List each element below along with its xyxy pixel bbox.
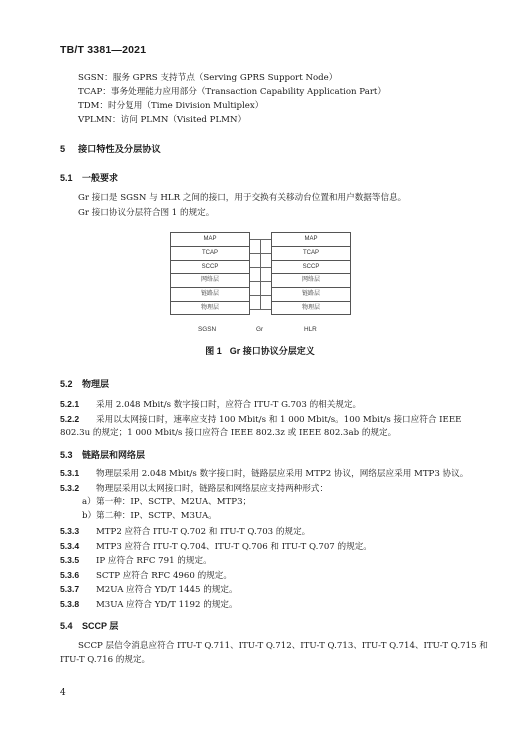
abbr-tcap: TCAP：事务处理能力应用部分（Transaction Capability Application Part） [78, 87, 386, 97]
list-item [82, 496, 251, 508]
figure-title: Gr 接口协议分层定义 [229, 346, 315, 356]
clause-number: 5.3.4 [60, 541, 80, 551]
peer-connector [250, 281, 271, 282]
abbr-sgsn: SGSN：服务 GPRS 支持节点（Serving GPRS Support Node） [78, 73, 338, 83]
page-number: 4 [60, 688, 66, 698]
clause-number: 5.3.3 [60, 526, 80, 536]
paragraph: Gr 接口协议分层符合图 1 的规定。 [78, 208, 215, 218]
clause-number: 5.3.1 [60, 468, 80, 478]
standard-code-header: TB/T 3381—2021 [60, 44, 147, 56]
clause-5-3-2 [60, 482, 328, 495]
clause-number: 5.3.6 [60, 570, 80, 580]
stack-layer: 物理层 [271, 301, 351, 316]
section-5-2-heading [60, 378, 109, 390]
clause-5-3-8 [60, 598, 238, 611]
stack-layer: 链路层 [271, 287, 351, 301]
section-5-3-heading [60, 449, 145, 461]
section-title: 接口特性及分层协议 [78, 144, 161, 154]
section-number: 5.1 [60, 173, 73, 183]
list-item-text: 第二种：IP、SCTP、M3UA。 [96, 511, 217, 521]
section-number: 5.2 [60, 379, 73, 389]
section-5-heading [60, 143, 161, 155]
list-item-text: 第一种：IP、SCTP、M2UA、MTP3； [96, 497, 252, 507]
stack-layer: 物理层 [170, 301, 250, 316]
hlr-protocol-stack [271, 232, 351, 315]
clause-text: IP 应符合 RFC 791 的规定。 [96, 556, 212, 566]
section-title: 一般要求 [82, 173, 119, 183]
stack-layer: 网络层 [170, 273, 250, 287]
abbr-vplmn: VPLMN：访问 PLMN（Visited PLMN） [78, 115, 247, 125]
clause-continuation: 802.3u 的规定；1 000 Mbit/s 接口应符合 IEEE 802.3z 或 IEEE 802.3ab 的规定。 [60, 428, 397, 438]
clause-number: 5.2.2 [60, 414, 80, 424]
sgsn-protocol-stack [170, 232, 250, 315]
stack-layer: MAP [271, 232, 351, 246]
clause-5-3-7 [60, 583, 238, 596]
section-5-1-heading [60, 172, 118, 184]
section-title: 物理层 [82, 379, 110, 389]
stack-layer: 网络层 [271, 273, 351, 287]
list-item [82, 510, 217, 522]
peer-connector [250, 295, 271, 296]
clause-text: MTP2 应符合 ITU-T Q.702 和 ITU-T Q.703 的规定。 [96, 527, 311, 537]
clause-5-2-2 [60, 413, 461, 426]
sgsn-label: SGSN [198, 326, 217, 333]
stack-layer: SCCP [170, 260, 250, 274]
clause-text: 采用以太网接口时，速率应支持 100 Mbit/s 和 1 000 Mbit/s。100 Mbit/s 接口应符合 IEEE [96, 415, 462, 425]
clause-5-2-1 [60, 398, 361, 411]
clause-text: 物理层采用以太网接口时，链路层和网络层应支持两种形式： [96, 484, 329, 494]
hlr-label: HLR [304, 326, 317, 333]
clause-number: 5.2.1 [60, 399, 80, 409]
paragraph: Gr 接口是 SGSN 与 HLR 之间的接口，用于交换有关移动台位置和用户数据等信息。 [78, 193, 407, 203]
clause-text: M2UA 应符合 YD/T 1445 的规定。 [96, 585, 238, 595]
list-item-label: a） [82, 497, 96, 507]
section-number: 5.4 [60, 621, 73, 631]
stack-layer: TCAP [170, 246, 250, 260]
clause-5-3-5 [60, 554, 212, 567]
interface-line [260, 239, 261, 309]
clause-text: 物理层采用 2.048 Mbit/s 数字接口时，链路层应采用 MTP2 协议，网络层应采用 MTP3 协议。 [96, 469, 469, 479]
clause-text: M3UA 应符合 YD/T 1192 的规定。 [96, 600, 238, 610]
list-item-label: b） [82, 511, 97, 521]
clause-5-3-3 [60, 525, 310, 538]
clause-5-3-4 [60, 540, 372, 553]
stack-layer: SCCP [271, 260, 351, 274]
clause-number: 5.3.8 [60, 599, 80, 609]
peer-connector [250, 239, 271, 240]
gr-label: Gr [256, 326, 264, 333]
figure-number: 图 1 [205, 346, 222, 356]
section-number: 5 [60, 144, 66, 154]
clause-text: MTP3 应符合 ITU-T Q.704、ITU-T Q.706 和 ITU-T Q.707 的规定。 [96, 542, 372, 552]
stack-layer: 链路层 [170, 287, 250, 301]
clause-number: 5.3.2 [60, 483, 80, 493]
clause-5-3-1 [60, 467, 468, 480]
stack-layer: MAP [170, 232, 250, 246]
paragraph-continuation: ITU-T Q.716 的规定。 [60, 655, 151, 665]
clause-number: 5.3.7 [60, 584, 80, 594]
clause-text: SCTP 应符合 RFC 4960 的规定。 [96, 571, 232, 581]
clause-number: 5.3.5 [60, 555, 80, 565]
peer-connector [250, 309, 271, 310]
peer-connector [250, 267, 271, 268]
stack-layer: TCAP [271, 246, 351, 260]
section-5-4-heading [60, 620, 118, 632]
peer-connector [250, 253, 271, 254]
section-title: SCCP 层 [82, 621, 119, 631]
section-title: 链路层和网络层 [82, 450, 146, 460]
clause-text: 采用 2.048 Mbit/s 数字接口时，应符合 ITU-T G.703 的相关规定。 [96, 400, 362, 410]
figure-1-caption [0, 344, 520, 357]
paragraph: SCCP 层信令消息应符合 ITU-T Q.711、ITU-T Q.712、ITU-T Q.713、ITU-T Q.714、ITU-T Q.715 和 [78, 641, 488, 651]
clause-5-3-6 [60, 569, 232, 582]
abbr-tdm: TDM：时分复用（Time Division Multiplex） [78, 101, 264, 111]
section-number: 5.3 [60, 450, 73, 460]
